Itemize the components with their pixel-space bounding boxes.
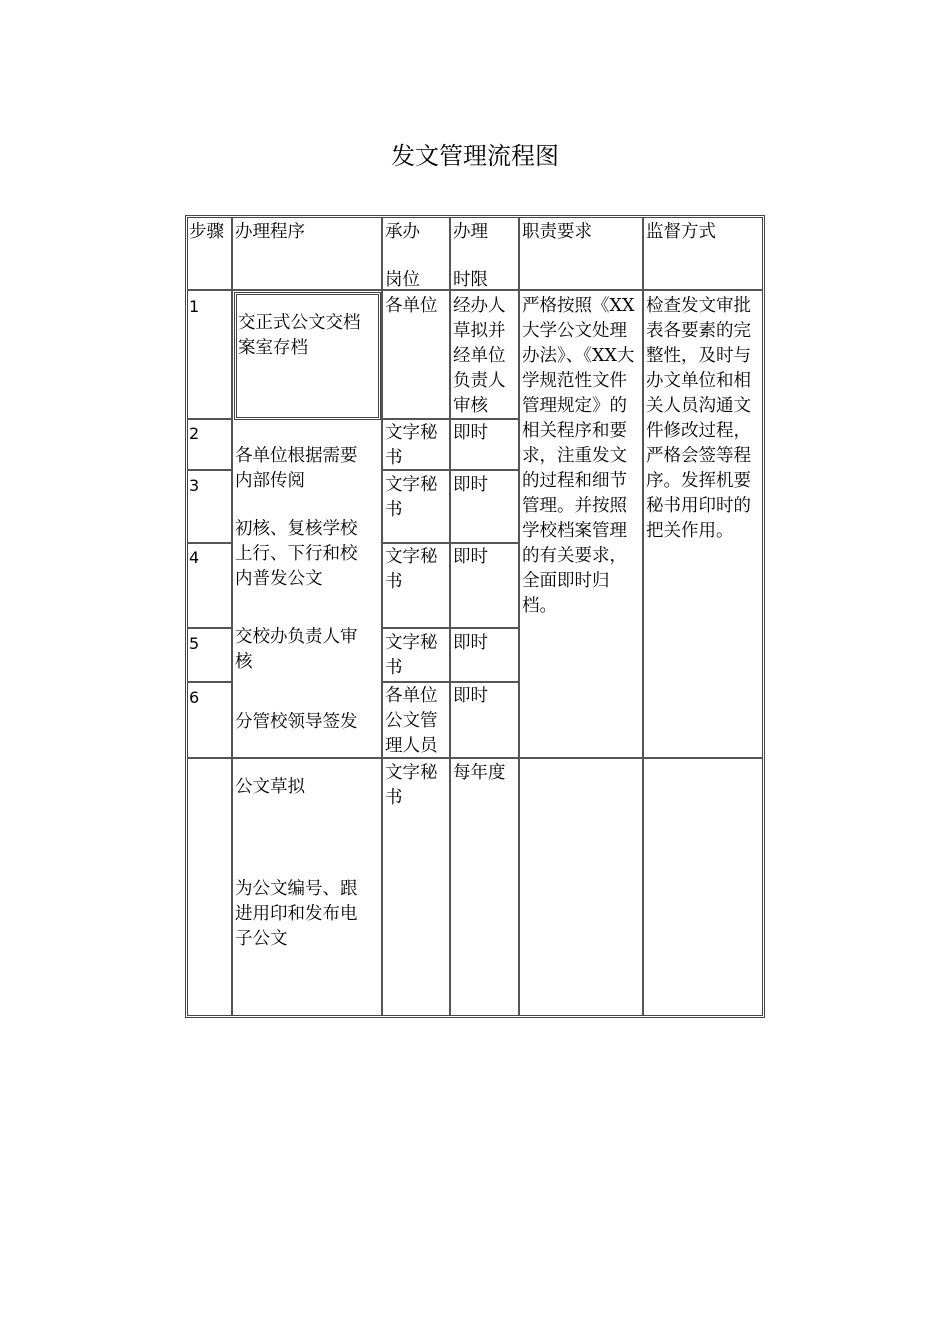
header-post: 承办 岗位 bbox=[385, 222, 420, 290]
table-rule bbox=[642, 218, 644, 1015]
table-rule bbox=[231, 218, 233, 1015]
header-limit: 办理 时限 bbox=[453, 222, 488, 290]
header-step: 步骤 bbox=[189, 222, 224, 242]
step-number: 4 bbox=[189, 548, 200, 567]
post-cell: 文字秘书 bbox=[385, 423, 438, 468]
post-cell: 各单位公文管理人员 bbox=[385, 686, 438, 756]
table-rule bbox=[381, 218, 383, 1015]
header-duty: 职责要求 bbox=[522, 222, 592, 242]
procedure-text: 各单位根据需要内部传阅 bbox=[235, 446, 358, 491]
table-rule bbox=[381, 627, 519, 629]
procedure-text: 交校办负责人审核 bbox=[235, 627, 358, 672]
table-rule bbox=[187, 757, 763, 759]
table-rule bbox=[449, 218, 451, 1015]
limit-cell: 经办人草拟并经单位负责人审核 bbox=[453, 296, 506, 416]
limit-cell: 即时 bbox=[453, 475, 488, 495]
limit-cell: 即时 bbox=[453, 633, 488, 653]
procedure-text: 公文草拟 bbox=[235, 777, 305, 797]
table-rule bbox=[187, 418, 232, 420]
table-rule bbox=[187, 469, 232, 471]
duty-text: 严格按照《XX大学公文处理办法》、《XX大学规范性文件管理规定》的相关程序和要求，注重发文的过程和细节管理。并按照学校档案管理的有关要求，全面即时归档。 bbox=[522, 296, 635, 616]
procedure-text: 交正式公文交档案室存档 bbox=[238, 313, 361, 358]
step-number: 2 bbox=[189, 424, 200, 443]
post-cell: 文字秘书 bbox=[385, 547, 438, 592]
step-number: 3 bbox=[189, 476, 200, 495]
limit-cell: 即时 bbox=[453, 547, 488, 567]
step-number: 6 bbox=[189, 688, 200, 707]
procedure-text: 为公文编号、跟进用印和发布电子公文 bbox=[235, 879, 358, 949]
post-cell: 文字秘书 bbox=[385, 763, 438, 808]
post-cell: 文字秘书 bbox=[385, 475, 438, 520]
limit-cell: 即时 bbox=[453, 686, 488, 706]
post-cell: 文字秘书 bbox=[385, 633, 438, 678]
supervise-text: 检查发文审批表各要素的完整性，及时与办文单位和相关人员沟通文件修改过程，严格会签等程序。发挥机要秘书用印时的把关作用。 bbox=[646, 296, 751, 541]
procedure-text: 分管校领导签发 bbox=[235, 712, 358, 732]
table-rule bbox=[187, 542, 232, 544]
page-title: 发文管理流程图 bbox=[391, 142, 559, 170]
step-number: 1 bbox=[189, 297, 200, 316]
limit-cell: 每年度 bbox=[453, 763, 506, 783]
table-rule bbox=[381, 542, 519, 544]
header-supervise: 监督方式 bbox=[646, 222, 716, 242]
limit-cell: 即时 bbox=[453, 423, 488, 443]
procedure-text: 初核、复核学校上行、下行和校内普发公文 bbox=[235, 519, 358, 589]
post-cell: 各单位 bbox=[385, 296, 438, 316]
table-rule bbox=[518, 218, 520, 1015]
step-number: 5 bbox=[189, 634, 200, 653]
table-rule bbox=[381, 681, 519, 683]
header-procedure: 办理程序 bbox=[235, 222, 305, 242]
table-rule bbox=[187, 627, 232, 629]
table-rule bbox=[187, 681, 232, 683]
